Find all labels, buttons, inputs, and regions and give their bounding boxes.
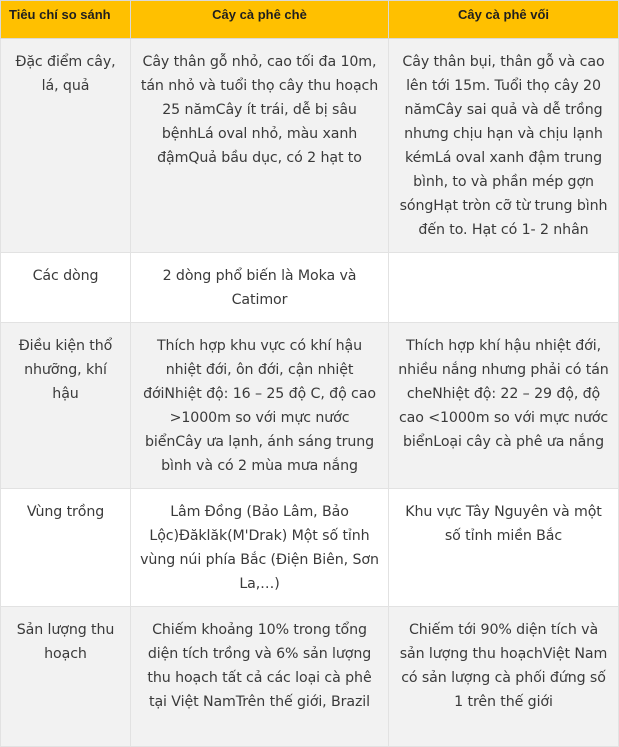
header-robusta: Cây cà phê vối <box>389 1 619 39</box>
cell-robusta <box>389 253 619 323</box>
table-row <box>1 39 619 253</box>
header-row <box>1 1 619 39</box>
table-row <box>1 323 619 489</box>
cell-arabica: Lâm Đồng (Bảo Lâm, Bảo Lộc)Đăklăk(M'Drak) Một số tỉnh vùng núi phía Bắc (Điện Biên, Sơn La,…) <box>131 489 389 607</box>
header-arabica: Cây cà phê chè <box>131 1 389 39</box>
table-body <box>1 39 619 747</box>
cell-criteria: Đặc điểm cây, lá, quả <box>1 39 131 253</box>
table-header <box>1 1 619 39</box>
cell-arabica: Thích hợp khu vực có khí hậu nhiệt đới, ôn đới, cận nhiệt đớiNhiệt độ: 16 – 25 độ C, độ cao >1000m so với mực nước biểnCây ưa lạnh, ánh sáng trung bình và có 2 mùa mưa nắng <box>131 323 389 489</box>
cell-criteria: Các dòng <box>1 253 131 323</box>
cell-robusta: Chiếm tới 90% diện tích và sản lượng thu hoạchViệt Nam có sản lượng cà phối đứng số 1 trên thế giới <box>389 607 619 747</box>
cell-arabica: Cây thân gỗ nhỏ, cao tối đa 10m, tán nhỏ và tuổi thọ cây thu hoạch 25 nămCây ít trái, dễ bị sâu bệnhLá oval nhỏ, màu xanh đậmQuả bầu dục, có 2 hạt to <box>131 39 389 253</box>
table-row <box>1 253 619 323</box>
cell-criteria: Điều kiện thổ nhưỡng, khí hậu <box>1 323 131 489</box>
header-criteria: Tiêu chí so sánh <box>1 1 131 39</box>
cell-arabica: 2 dòng phổ biến là Moka và Catimor <box>131 253 389 323</box>
cell-robusta: Cây thân bụi, thân gỗ và cao lên tới 15m. Tuổi thọ cây 20 nămCây sai quả và dễ trồng nhưng chịu hạn và chịu lạnh kémLá oval xanh đậm trung bình, to và phần mép gợn sóngHạt tròn cỡ từ trung bình đến to. Hạt có 1- 2 nhân <box>389 39 619 253</box>
table-row <box>1 489 619 607</box>
table-row <box>1 607 619 747</box>
cell-robusta: Thích hợp khí hậu nhiệt đới, nhiều nắng nhưng phải có tán cheNhiệt độ: 22 – 29 độ, độ cao <1000m so với mực nước biểnLoại cây cà phê ưa nắng <box>389 323 619 489</box>
cell-criteria: Sản lượng thu hoạch <box>1 607 131 747</box>
cell-criteria: Vùng trồng <box>1 489 131 607</box>
cell-robusta: Khu vực Tây Nguyên và một số tỉnh miền Bắc <box>389 489 619 607</box>
cell-arabica: Chiếm khoảng 10% trong tổng diện tích trồng và 6% sản lượng thu hoạch tất cả các loại cà phê tại Việt NamTrên thế giới, Brazil <box>131 607 389 747</box>
